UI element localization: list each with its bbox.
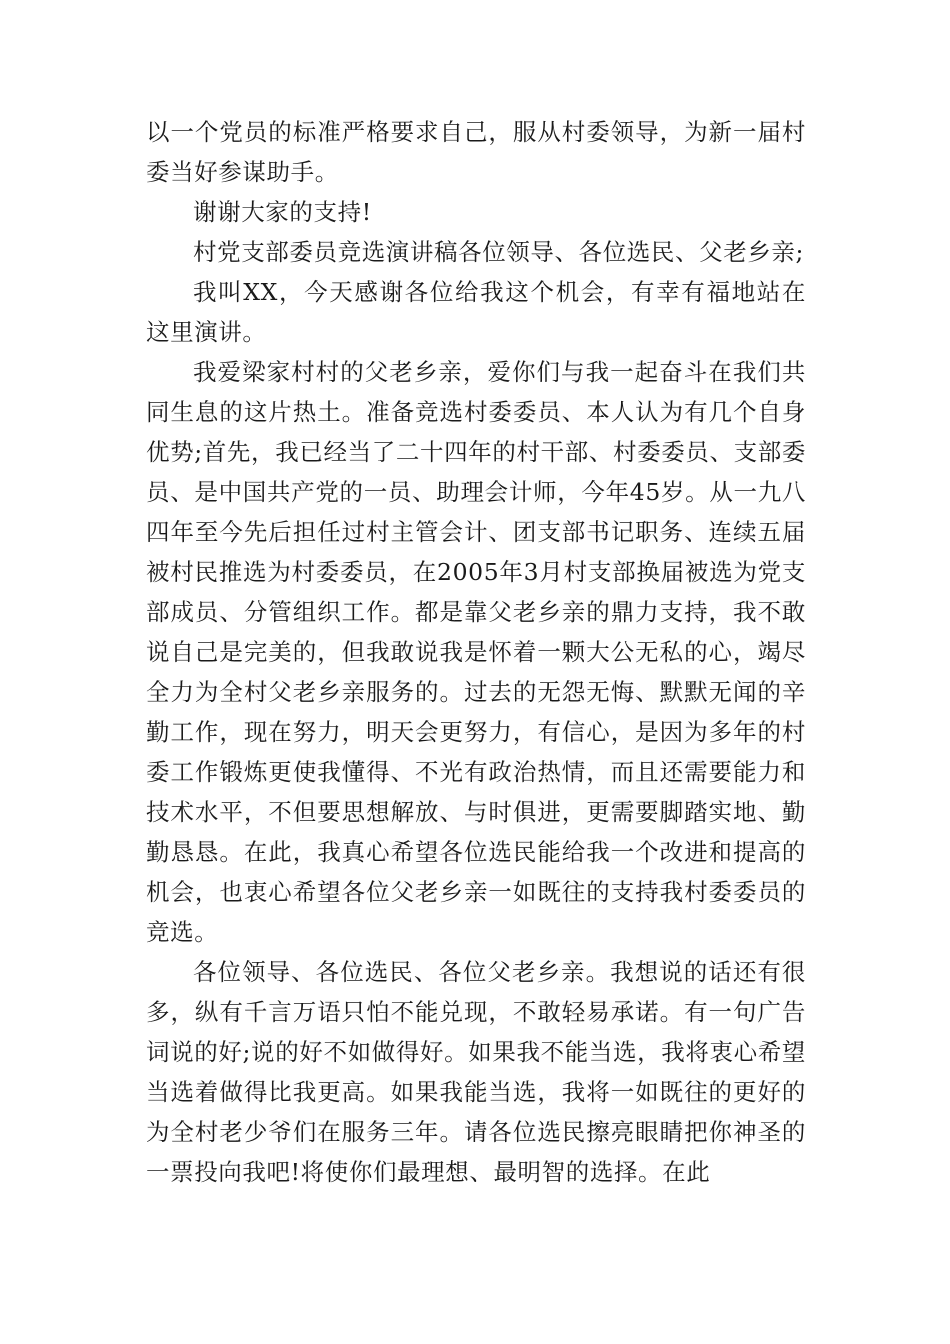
paragraph-4: 我叫XX，今天感谢各位给我这个机会，有幸有福地站在这里演讲。 <box>146 278 806 346</box>
paragraph-2: 谢谢大家的支持! <box>193 198 372 226</box>
paragraph-1: 以一个党员的标准严格要求自己，服从村委领导，为新一届村委当好参谋助手。 <box>146 118 806 186</box>
document-body <box>146 112 806 1192</box>
paragraph-6: 各位领导、各位选民、各位父老乡亲。我想说的话还有很多，纵有千言万语只怕不能兑现，不敢轻易承诺。有一句广告词说的好;说的好不如做得好。如果我不能当选，我将衷心希望当选着做得比我更高。如果我能当选，我将一如既往的更好的为全村老少爷们在服务三年。请各位选民擦亮眼睛把你神圣的一票投向我吧!将使你们最理想、最明智的选择。在此 <box>146 958 806 1186</box>
paragraph-3: 村党支部委员竞选演讲稿各位领导、各位选民、父老乡亲; <box>193 238 805 266</box>
paragraph-5: 我爱梁家村村的父老乡亲，爱你们与我一起奋斗在我们共同生息的这片热土。准备竞选村委委员、本人认为有几个自身优势;首先，我已经当了二十四年的村干部、村委委员、支部委员、是中国共产党的一员、助理会计师，今年45岁。从一九八四年至今先后担任过村主管会计、团支部书记职务、连续五届被村民推选为村委委员，在2005年3月村支部换届被选为党支部成员、分管组织工作。都是靠父老乡亲的鼎力支持，我不敢说自己是完美的，但我敢说我是怀着一颗大公无私的心，竭尽全力为全村父老乡亲服务的。过去的无怨无悔、默默无闻的辛勤工作，现在努力，明天会更努力，有信心，是因为多年的村委工作锻炼更使我懂得、不光有政治热情，而且还需要能力和技术水平，不但要思想解放、与时俱进，更需要脚踏实地、勤勤恳恳。在此，我真心希望各位选民能给我一个改进和提高的机会，也衷心希望各位父老乡亲一如既往的支持我村委委员的竞选。 <box>146 358 806 946</box>
